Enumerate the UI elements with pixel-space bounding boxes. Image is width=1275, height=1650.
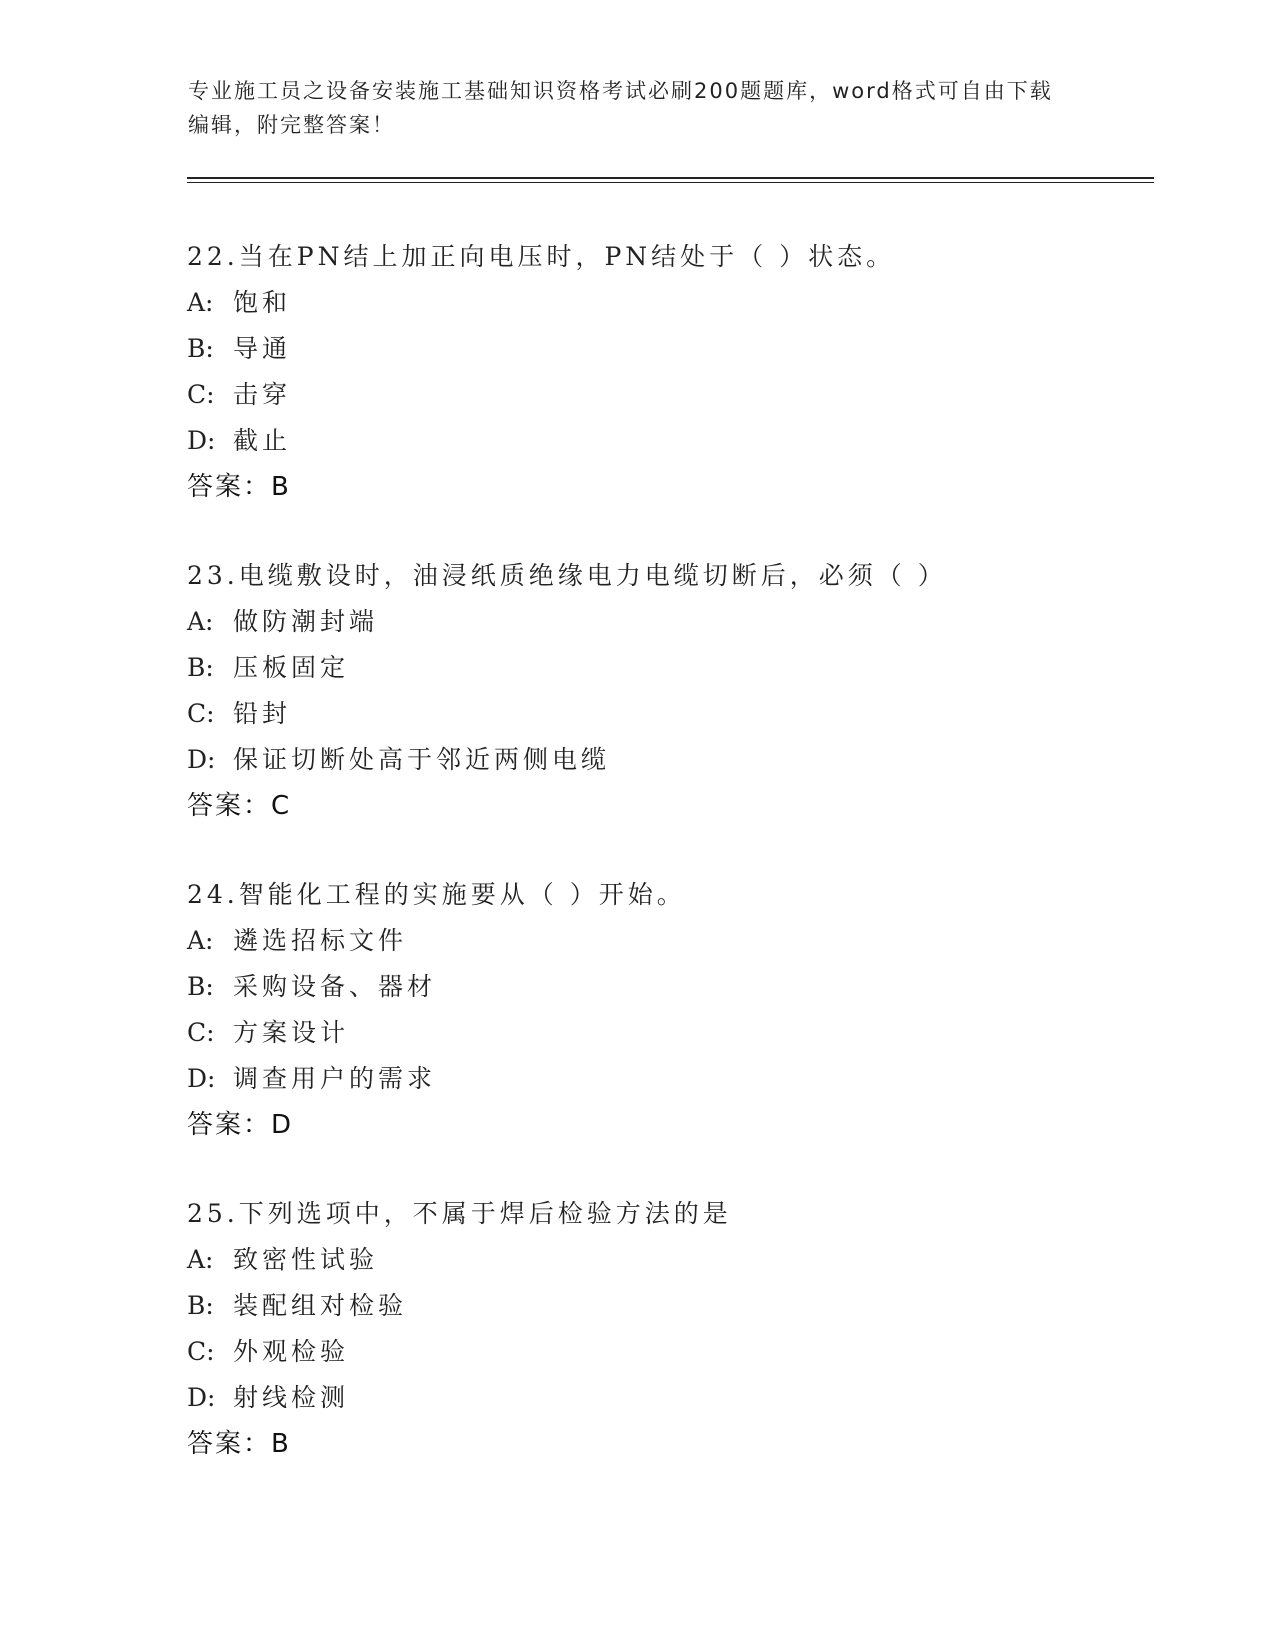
option-key: B:	[187, 653, 214, 682]
option-c	[187, 691, 1167, 737]
option-c	[187, 372, 1167, 418]
option-c	[187, 1329, 1167, 1375]
option-text: 遴选招标文件	[233, 926, 408, 955]
option-key: D:	[187, 1383, 216, 1412]
option-key: C:	[187, 1018, 215, 1047]
option-a	[187, 918, 1167, 964]
option-b	[187, 326, 1167, 372]
option-text: 铅封	[233, 699, 292, 728]
option-key: A:	[187, 607, 214, 636]
option-key: B:	[187, 334, 214, 363]
answer-line: 答案：B	[187, 472, 291, 502]
option-text: 截止	[233, 426, 292, 455]
option-text: 方案设计	[233, 1018, 350, 1047]
answer-line: 答案：C	[187, 791, 292, 821]
option-d	[187, 1056, 1167, 1102]
option-key: D:	[187, 426, 216, 455]
option-text: 保证切断处高于邻近两侧电缆	[233, 745, 611, 774]
document-header: 专业施工员之设备安装施工基础知识资格考试必刷200题题库，word格式可自由下载编辑，附完整答案！	[188, 79, 1053, 137]
option-d	[187, 418, 1167, 464]
option-key: C:	[187, 699, 215, 728]
option-a	[187, 1237, 1167, 1283]
option-key: C:	[187, 380, 215, 409]
answer-line: 答案：D	[187, 1110, 294, 1140]
option-key: D:	[187, 1064, 216, 1093]
option-text: 饱和	[233, 288, 292, 317]
option-key: B:	[187, 1291, 214, 1320]
answer-line: 答案：B	[187, 1429, 291, 1459]
option-a	[187, 280, 1167, 326]
option-b	[187, 645, 1167, 691]
option-a	[187, 599, 1167, 645]
option-text: 压板固定	[233, 653, 350, 682]
option-text: 击穿	[233, 380, 292, 409]
option-b	[187, 964, 1167, 1010]
option-key: A:	[187, 1245, 214, 1274]
option-text: 采购设备、器材	[233, 972, 437, 1001]
option-text: 致密性试验	[233, 1245, 379, 1274]
option-key: A:	[187, 926, 214, 955]
option-text: 装配组对检验	[233, 1291, 408, 1320]
header-divider-top	[187, 177, 1154, 179]
question-text: 25.下列选项中，不属于焊后检验方法的是	[187, 1199, 732, 1228]
option-text: 射线检测	[233, 1383, 350, 1412]
option-text: 调查用户的需求	[233, 1064, 437, 1093]
question-23	[187, 553, 1167, 829]
question-text: 24.智能化工程的实施要从（ ）开始。	[187, 880, 686, 909]
option-d	[187, 1375, 1167, 1421]
question-25	[187, 1191, 1167, 1467]
option-text: 导通	[233, 334, 292, 363]
question-22	[187, 234, 1167, 510]
option-key: C:	[187, 1337, 215, 1366]
option-d	[187, 737, 1167, 783]
option-text: 外观检验	[233, 1337, 350, 1366]
question-text: 23.电缆敷设时，油浸纸质绝缘电力电缆切断后，必须（ ）	[187, 561, 947, 590]
header-divider-bottom	[187, 182, 1154, 183]
option-key: D:	[187, 745, 216, 774]
option-text: 做防潮封端	[233, 607, 379, 636]
option-key: A:	[187, 288, 214, 317]
question-24	[187, 872, 1167, 1148]
option-key: B:	[187, 972, 214, 1001]
option-c	[187, 1010, 1167, 1056]
option-b	[187, 1283, 1167, 1329]
question-text: 22.当在PN结上加正向电压时，PN结处于（ ）状态。	[187, 242, 896, 271]
question-list	[187, 234, 1167, 1510]
